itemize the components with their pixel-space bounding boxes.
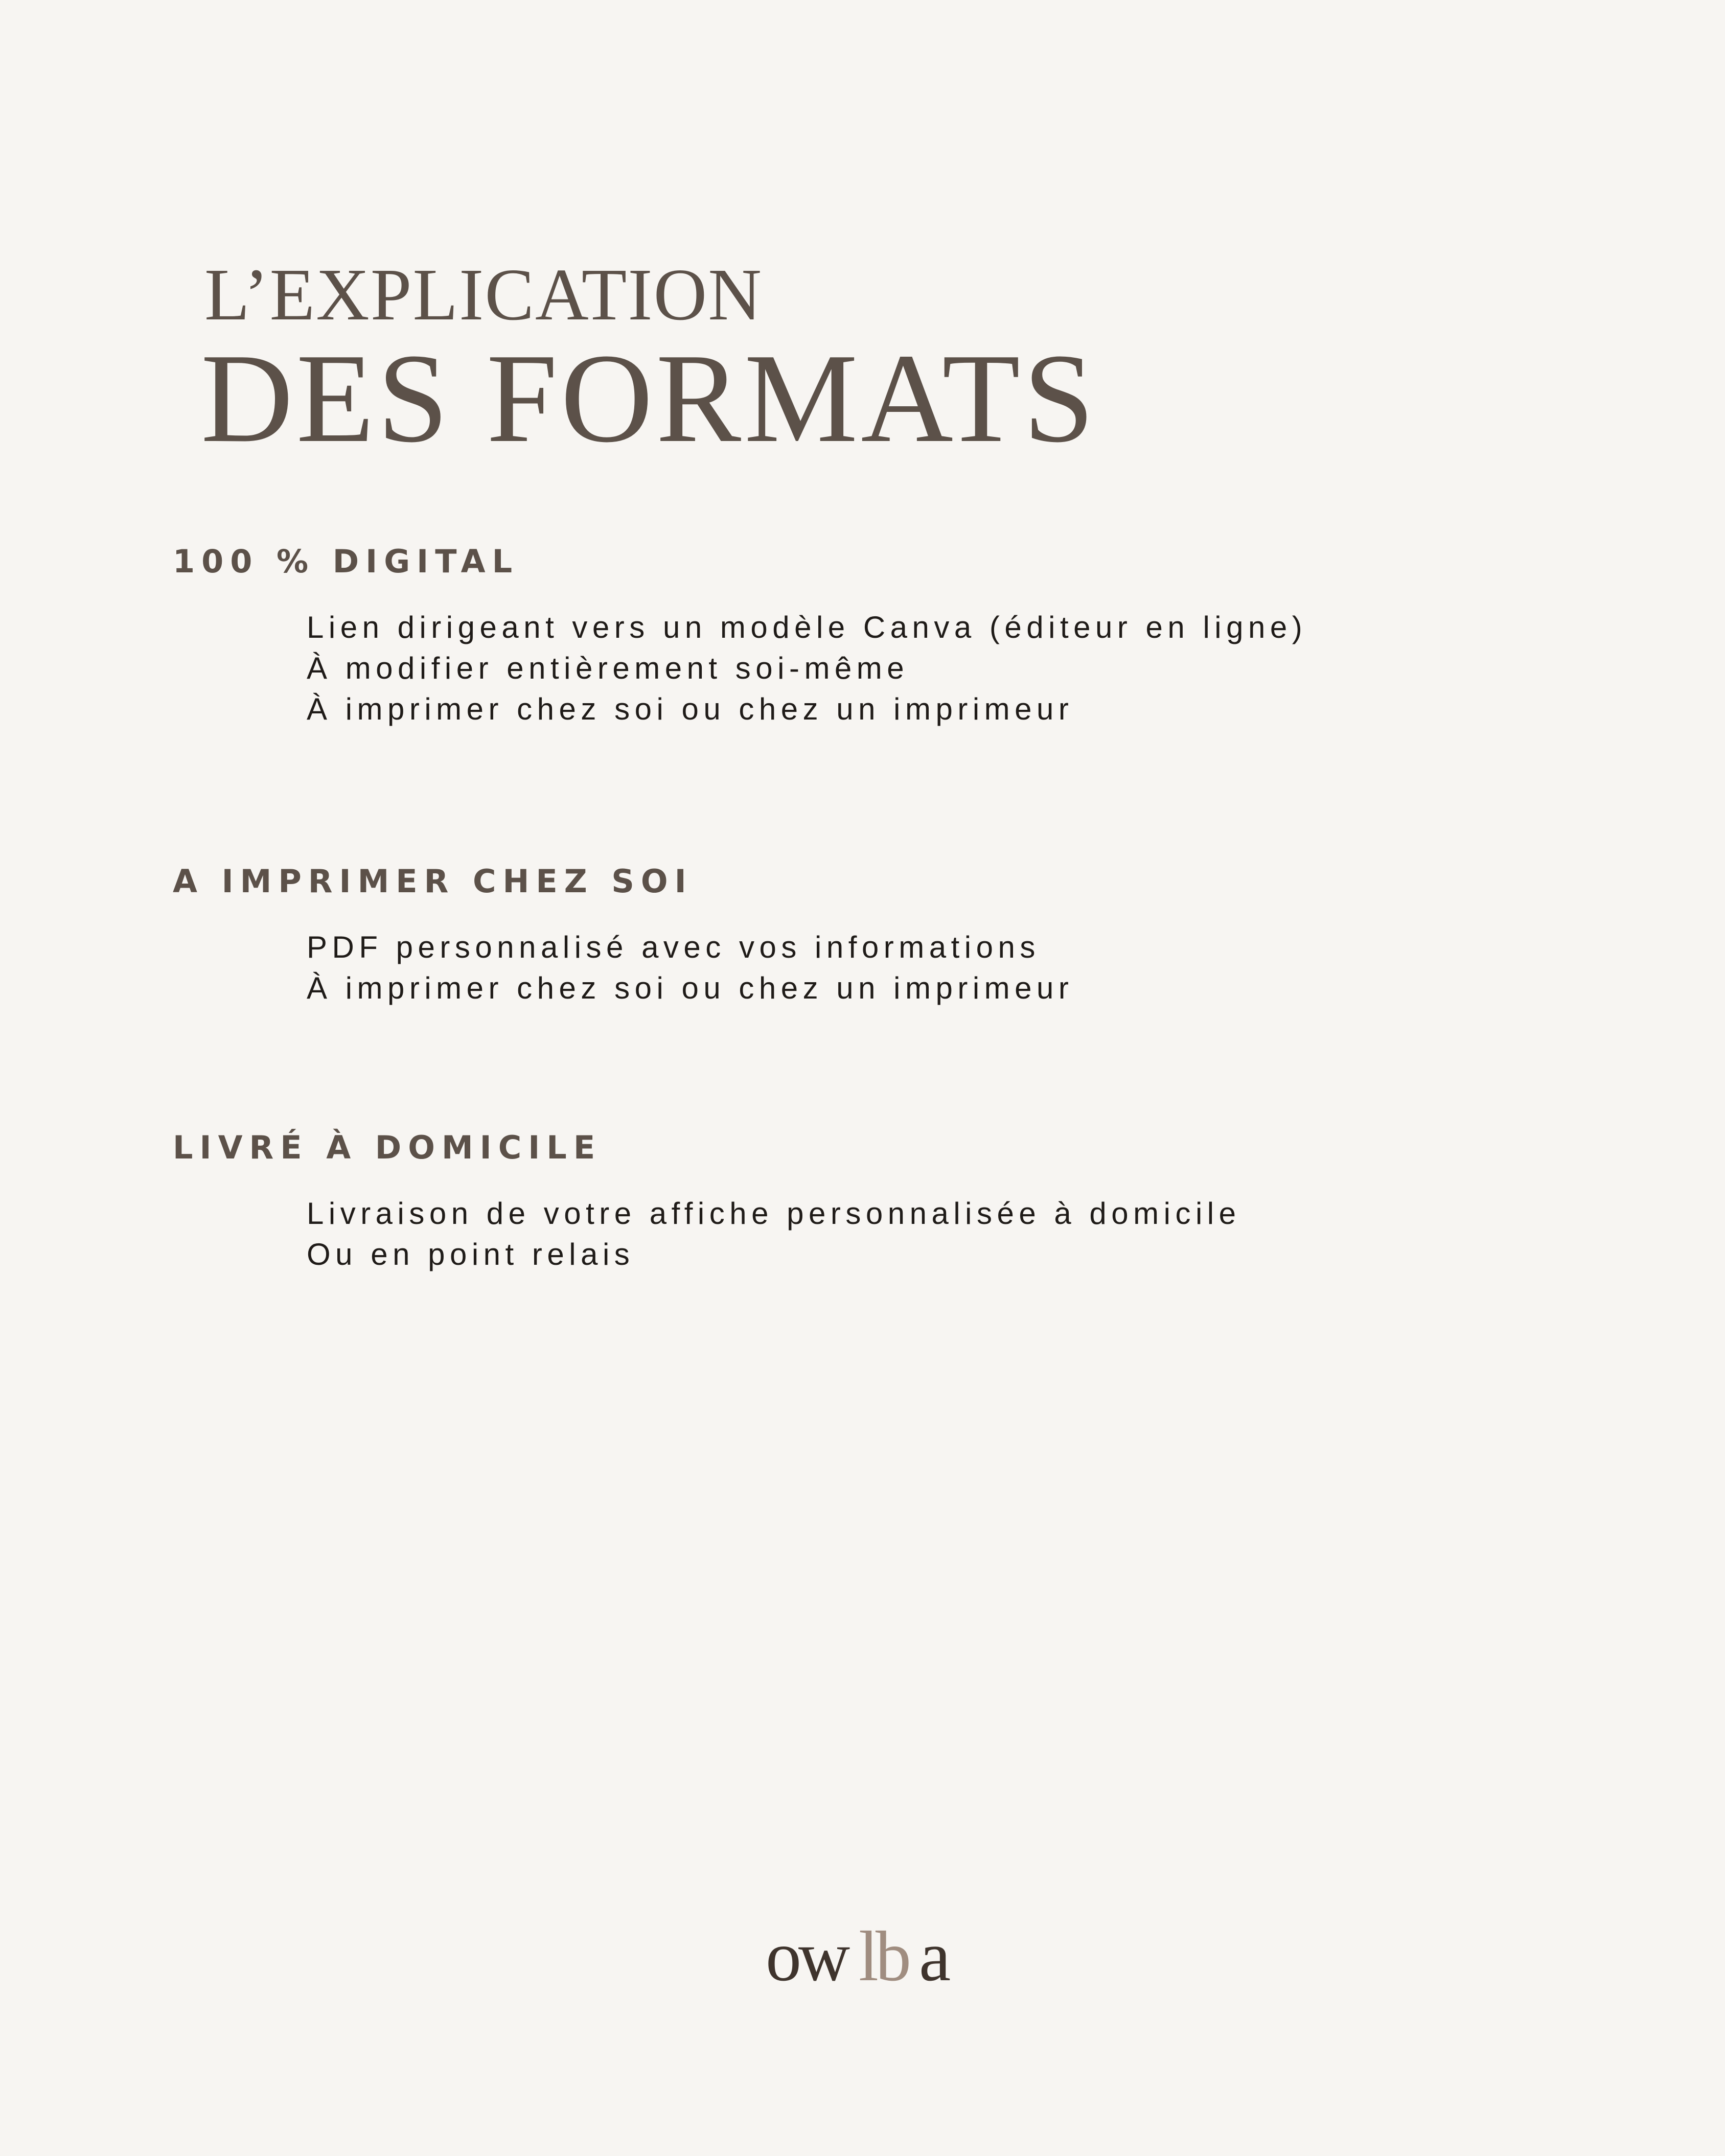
page-title-line2: DES FORMATS — [201, 328, 1097, 469]
section-heading: 100 % DIGITAL — [173, 543, 519, 580]
section-line: À imprimer chez soi ou chez un imprimeur — [307, 971, 1074, 1005]
page-title-line1: L’EXPLICATION — [204, 254, 763, 336]
section-line: À modifier entièrement soi-même — [307, 651, 909, 685]
section-line: Livraison de votre affiche personnalisée à domicile — [307, 1196, 1241, 1231]
section-heading: A IMPRIMER CHEZ SOI — [173, 863, 693, 900]
section-line: Ou en point relais — [307, 1237, 635, 1271]
section-lines — [173, 1193, 1655, 1275]
svg-text:ow: ow — [766, 1921, 847, 1996]
section-heading: LIVRÉ À DOMICILE — [173, 1129, 602, 1166]
section-line: Lien dirigeant vers un modèle Canva (éditeur en ligne) — [307, 610, 1307, 644]
section-home-delivery — [173, 1129, 1655, 1275]
brand-logo — [766, 1921, 960, 1998]
section-lines — [173, 927, 1655, 1009]
section-digital — [173, 543, 1655, 730]
section-print-at-home — [173, 863, 1655, 1009]
section-lines — [173, 607, 1655, 730]
svg-text:lb: lb — [859, 1921, 908, 1996]
owlba-logo — [766, 1921, 960, 1998]
section-line: À imprimer chez soi ou chez un imprimeur — [307, 692, 1074, 726]
svg-text:a: a — [919, 1921, 951, 1996]
section-line: PDF personnalisé avec vos informations — [307, 930, 1040, 964]
